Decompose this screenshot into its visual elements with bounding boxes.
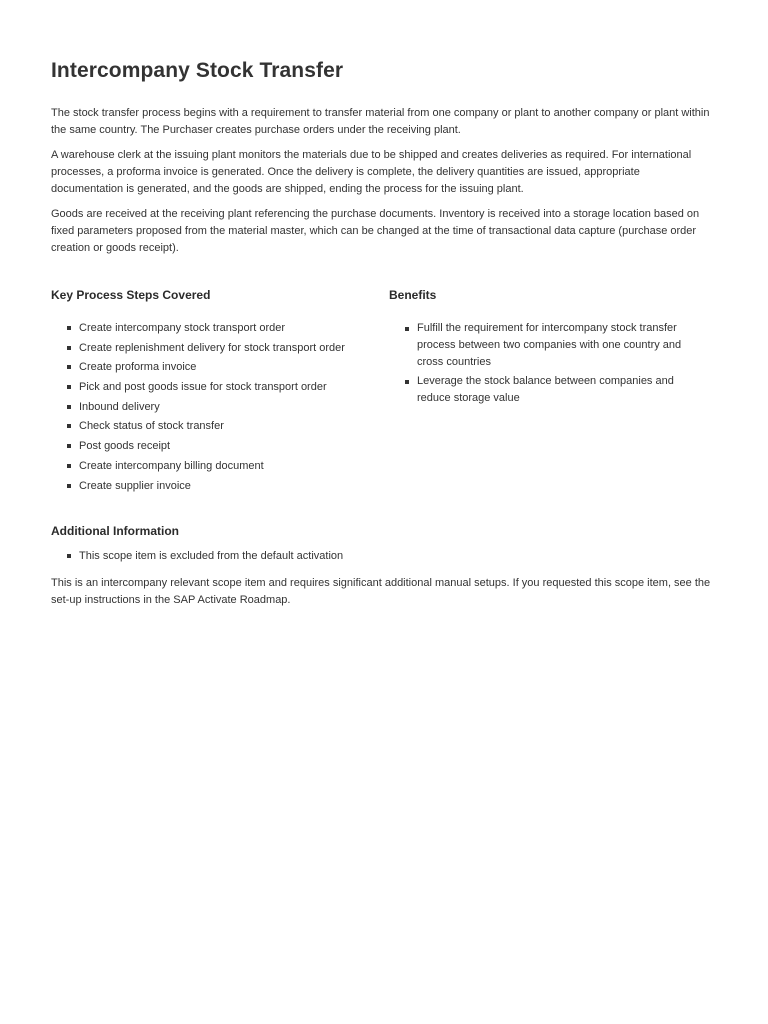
list-item: This scope item is excluded from the default activation <box>67 548 715 564</box>
list-item: Create supplier invoice <box>67 478 371 494</box>
list-item: Post goods receipt <box>67 438 371 454</box>
two-column-section <box>51 287 715 507</box>
list-item: Check status of stock transfer <box>67 418 371 434</box>
list-item: Leverage the stock balance between companies and reduce storage value <box>405 373 709 407</box>
intro-section <box>51 105 715 257</box>
list-item: Create intercompany billing document <box>67 458 371 474</box>
additional-info-list <box>51 548 715 564</box>
additional-info-section <box>51 523 715 609</box>
document-page <box>51 57 715 609</box>
list-item: Pick and post goods issue for stock transport order <box>67 379 371 395</box>
process-steps-list <box>51 320 371 494</box>
benefits-column <box>389 287 709 409</box>
additional-info-heading: Additional Information <box>51 524 179 538</box>
benefits-list <box>389 320 709 407</box>
process-steps-heading: Key Process Steps Covered <box>51 288 211 302</box>
list-item: Inbound delivery <box>67 399 371 415</box>
page-title: Intercompany Stock Transfer <box>51 59 344 82</box>
intro-paragraph: A warehouse clerk at the issuing plant monitors the materials due to be shipped and creates deliveries as required. For international processes, a proforma invoice is generated. Once the delivery is complete, the delivery quantities are issued, appropriate documentation is generated, and the goods are shipped, ending the process for the issuing plant. <box>51 149 692 195</box>
intro-paragraph: The stock transfer process begins with a requirement to transfer material from one company or plant to another company or plant within the same country. The Purchaser creates purchase orders under the receiving plant. <box>51 107 710 136</box>
process-steps-column <box>51 287 371 497</box>
list-item: Create proforma invoice <box>67 359 371 375</box>
benefits-heading: Benefits <box>389 288 437 302</box>
list-item: Create replenishment delivery for stock transport order <box>67 340 371 356</box>
additional-info-note: This is an intercompany relevant scope item and requires significant additional manual setups. If you requested this scope item, see the set-up instructions in the SAP Activate Roadmap. <box>51 577 711 606</box>
list-item: Create intercompany stock transport order <box>67 320 371 336</box>
intro-paragraph: Goods are received at the receiving plant referencing the purchase documents. Inventory is received into a storage location based on fixed parameters proposed from the material master, which can be changed at the time of transactional data capture (purchase order creation or goods receipt). <box>51 208 700 254</box>
list-item: Fulfill the requirement for intercompany stock transfer process between two companies with one country and cross countries <box>405 320 709 371</box>
